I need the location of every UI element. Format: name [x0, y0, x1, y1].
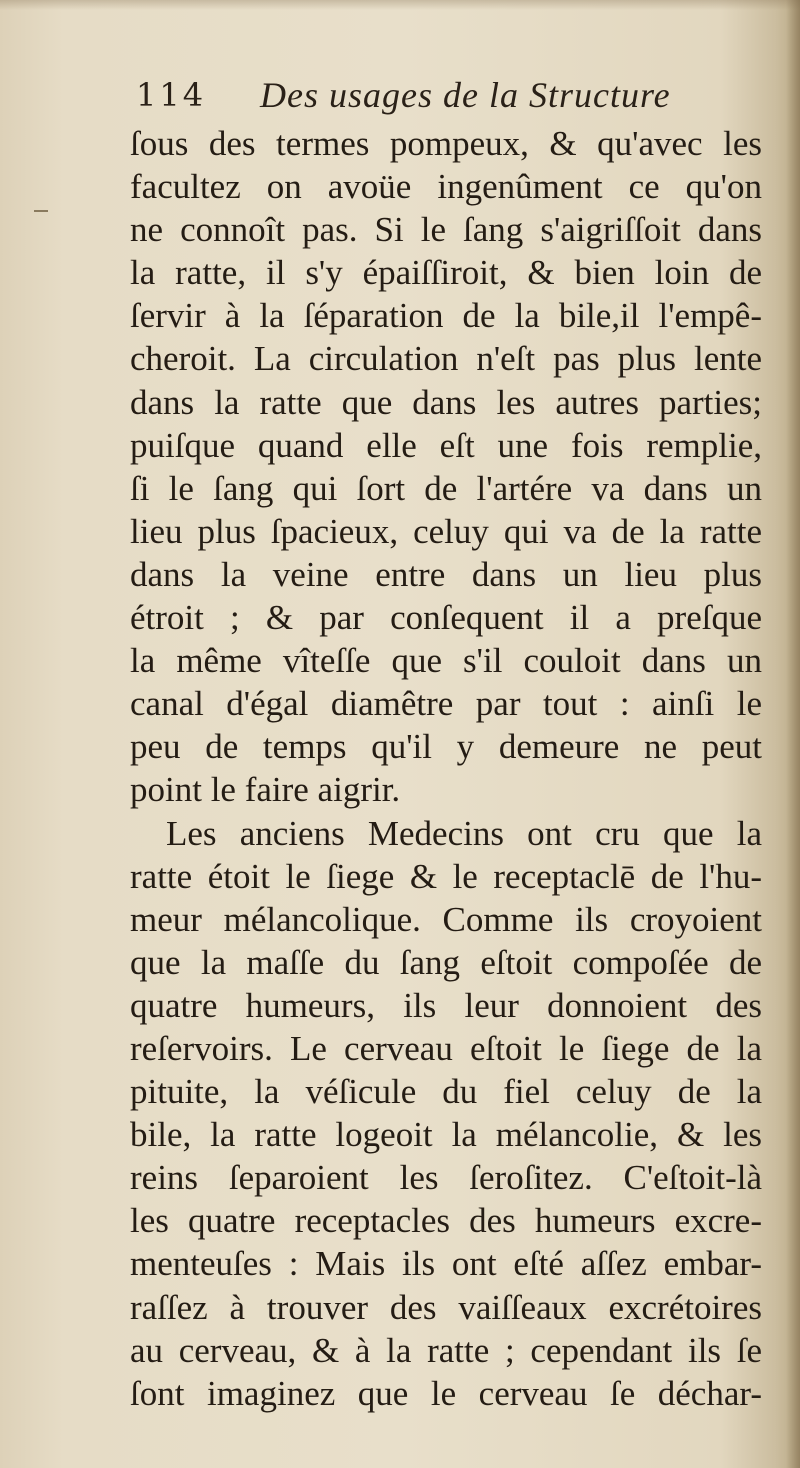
body-text — [130, 122, 762, 1415]
text-line: les quatre receptacles des humeurs excre- — [130, 1201, 762, 1241]
page-top-shadow — [0, 0, 800, 10]
text-line: lieu plus ſpacieux, celuy qui va de la ratte — [130, 511, 762, 551]
text-line: cheroit. La circulation n'eſt pas plus lente — [130, 339, 762, 379]
text-line: reſervoirs. Le cerveau eſtoit le ſiege de la — [130, 1028, 762, 1068]
text-line: ſi le ſang qui ſort de l'artére va dans un — [130, 468, 762, 508]
text-line: pituite, la véſicule du fiel celuy de la — [130, 1072, 762, 1112]
text-line: menteuſes : Mais ils ont eſté aſſez embar- — [130, 1244, 762, 1284]
text-line: canal d'égal diamêtre par tout : ainſi le — [130, 684, 762, 724]
text-line: ſervir à la ſéparation de la bile,il l'empê- — [130, 296, 762, 336]
text-line: dans la veine entre dans un lieu plus — [130, 554, 762, 594]
text-line: que la maſſe du ſang eſtoit compoſée de — [130, 942, 762, 982]
text-line: bile, la ratte logeoit la mélancolie, & les — [130, 1115, 762, 1155]
text-line: meur mélancolique. Comme ils croyoient — [130, 899, 762, 939]
page-gutter-shadow — [786, 0, 800, 1468]
text-line: la ratte, il s'y épaiſſiroit, & bien loin de — [130, 253, 762, 293]
text-line: ſous des termes pompeux, & qu'avec les — [130, 124, 762, 163]
paragraph-end-line: point le faire aigrir. — [130, 770, 401, 810]
text-line: ſont imaginez que le cerveau ſe déchar- — [130, 1373, 762, 1413]
text-line: dans la ratte que dans les autres parties; — [130, 382, 762, 422]
text-line: étroit ; & par conſequent il a preſque — [130, 598, 762, 638]
margin-mark — [34, 210, 48, 212]
text-line: facultez on avoüe ingenûment ce qu'on — [130, 167, 762, 207]
text-line: reins ſeparoient les ſeroſitez. C'eſtoit-là — [130, 1158, 762, 1198]
text-line: quatre humeurs, ils leur donnoient des — [130, 985, 762, 1025]
text-line: ratte étoit le ſiege & le receptaclē de l'hu- — [130, 856, 762, 896]
page-number: 114 — [136, 76, 207, 114]
running-title: Des usages de la Structure — [260, 75, 671, 115]
text-line: ne connoît pas. Si le ſang s'aigriſſoit dans — [130, 210, 762, 250]
text-line: raſſez à trouver des vaiſſeaux excrétoires — [130, 1287, 762, 1327]
page-header — [132, 72, 752, 122]
text-line: puiſque quand elle eſt une fois remplie, — [130, 425, 762, 465]
paragraph-start-line: Les anciens Medecins ont cru que la — [166, 813, 762, 853]
text-line: au cerveau, & à la ratte ; cependant ils ſe — [130, 1330, 762, 1370]
text-line: la même vîteſſe que s'il couloit dans un — [130, 641, 762, 681]
text-line: peu de temps qu'il y demeure ne peut — [130, 727, 762, 767]
